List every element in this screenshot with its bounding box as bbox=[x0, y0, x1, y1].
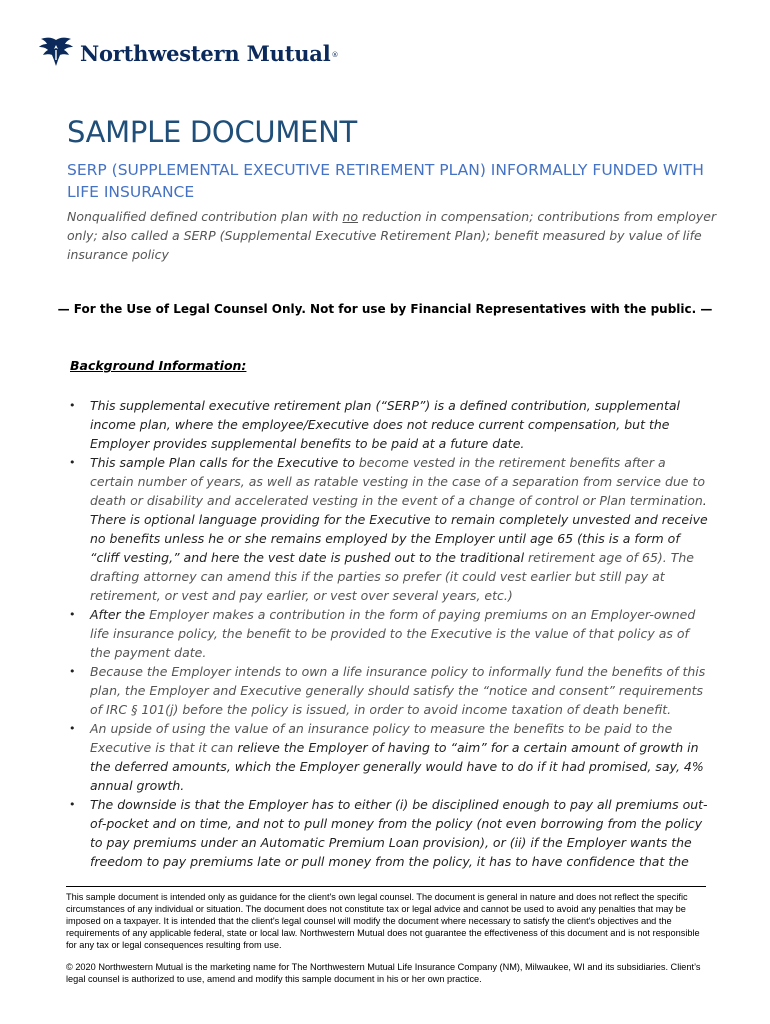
bullet-text: . There is optional language providing for the Executive to remain completely unvested and receive no benefits unless he or she remains employed by the Employer until age 65 (this is a form of “cliff vesting,” and here the vest date is pushed out to the traditional bbox=[90, 493, 708, 565]
bullet-dot-icon: • bbox=[69, 665, 76, 678]
legal-counsel-notice: — For the Use of Legal Counsel Only. Not for use by Financial Representatives with the public. — bbox=[57, 302, 713, 316]
bullet-text: retirement age of 65). The drafting attorney can amend this if the parties so prefer (it could vest earlier but still pay at retirement, or vest and pay earlier, or vest over several years, etc.) bbox=[90, 550, 694, 603]
bullet-dot-icon: • bbox=[69, 399, 76, 412]
eagle-logo-icon bbox=[38, 36, 74, 70]
footer-disclaimer: This sample document is intended only as guidance for the client's own legal counsel. The document is general in nature and does not reflect the specific circumstances of any individual or situation. The document does not constitute tax or legal advice and cannot be used to avoid any penalties that may be imposed on a taxpayer. It is intended that the client's legal counsel will modify the document where necessary to satisfy the client's objectives and the requirements of any applicable federal, state or local law. Northwestern Mutual does not guarantee the effectiveness of this document and is not responsible for any tax or legal consequences resulting from use. bbox=[66, 892, 700, 950]
description-text-before: Nonqualified defined contribution plan with bbox=[67, 209, 343, 224]
bullet-dot-icon: • bbox=[69, 608, 76, 621]
bullet-text: The downside is that the Employer has to either (i) be disciplined enough to pay all premiums out-of-pocket and on time, and not to pull money from the policy (not even borrowing from the policy to pay premiums under an Automatic Premium Loan provision), or (ii) if the Employer wants the freedom to pay premiums late or pull money from the policy, it has to have confidence that the bbox=[90, 797, 708, 869]
description-emphasis: no bbox=[342, 209, 359, 224]
bullet-text: Because the Employer intends to own a life insurance policy to informally fund the benefits of this plan, the Employer and Executive generally should satisfy the “notice and consent” requirements of IRC § 101(j) before the policy is issued, in order to avoid income taxation of death benefit. bbox=[90, 664, 706, 717]
document-subtitle: SERP (SUPPLEMENTAL EXECUTIVE RETIREMENT PLAN) INFORMALLY FUNDED WITH LIFE INSURANCE bbox=[67, 161, 704, 201]
bullet-item bbox=[66, 795, 712, 871]
brand-logo bbox=[38, 36, 338, 70]
background-bullet-list bbox=[66, 396, 712, 871]
bullet-item bbox=[66, 396, 712, 453]
bullet-text: Employer makes a contribution in the form of paying premiums on an Employer-owned life insurance policy, the benefit to be provided to the Executive is the value of that policy as of the payment date. bbox=[90, 607, 696, 660]
brand-name: Northwestern Mutual bbox=[80, 40, 331, 66]
footer bbox=[66, 886, 706, 985]
bullet-text: After the bbox=[90, 607, 150, 622]
bullet-dot-icon: • bbox=[69, 722, 76, 735]
document-title: SAMPLE DOCUMENT bbox=[67, 115, 357, 149]
bullet-item bbox=[66, 605, 712, 662]
bullet-item bbox=[66, 453, 712, 605]
background-heading: Background Information: bbox=[70, 358, 247, 373]
bullet-item bbox=[66, 719, 712, 795]
bullet-text: become vested in the retirement benefits after a certain number of years, as well as ratable vesting in the case of a separation from service due to death or disability and accelerated vesting in the event of a change of control or Plan termination bbox=[90, 455, 706, 508]
bullet-item bbox=[66, 662, 712, 719]
document-description bbox=[67, 207, 717, 264]
bullet-text: An upside of using the value of an insurance policy to measure the benefits to be paid to the Executive is that it can bbox=[90, 721, 673, 755]
bullet-text: This supplemental executive retirement plan (“SERP”) is a defined contribution, supplemental income plan, where the employee/Executive does not reduce current compensation, but the Employer provides supplemental benefits to be paid at a future date. bbox=[90, 398, 680, 451]
registered-mark: ® bbox=[331, 51, 339, 59]
bullet-text: relieve the Employer of having to “aim” for a certain amount of growth in the deferred amounts, which the Employer generally would have to do if it had promised, say, 4% annual growth. bbox=[90, 740, 704, 793]
bullet-dot-icon: • bbox=[69, 456, 76, 469]
footer-copyright: © 2020 Northwestern Mutual is the marketing name for The Northwestern Mutual Life Insurance Company (NM), Milwaukee, WI and its subsidiaries. Client’s legal counsel is authorized to use, amend and modify this sample document in his or her own practice. bbox=[66, 962, 701, 984]
description-text-after: reduction in compensation; contributions from employer only; also called a SERP (Supplemental Executive Retirement Plan); benefit measured by value of life insurance policy bbox=[67, 209, 717, 262]
bullet-text: This sample Plan calls for the Executive to bbox=[90, 455, 359, 470]
bullet-dot-icon: • bbox=[69, 798, 76, 811]
